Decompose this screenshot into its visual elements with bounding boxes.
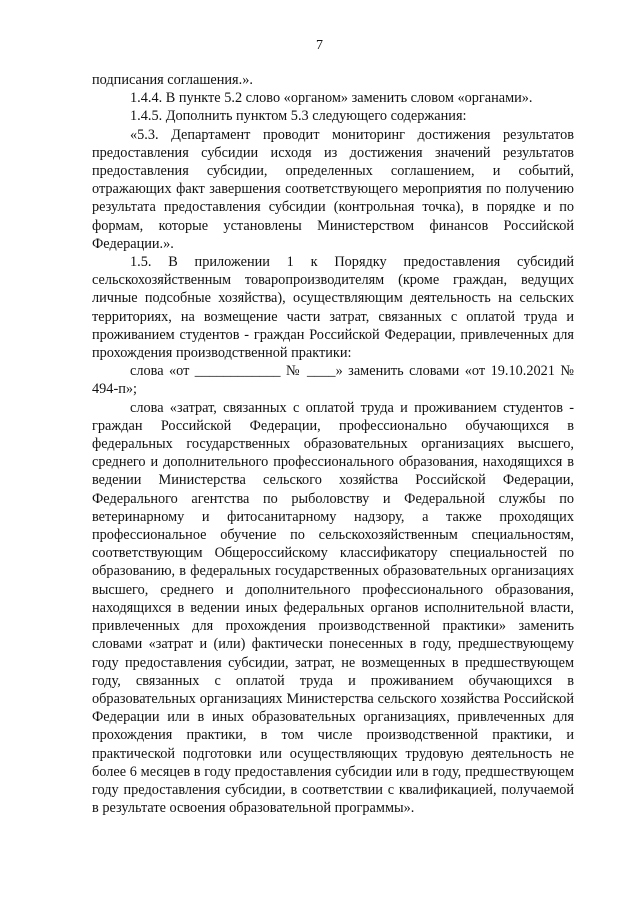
paragraph-continuation: подписания соглашения.». <box>92 72 253 88</box>
paragraph-words-date-replacement: слова «от ____________ № ____» заменить словами «от 19.10.2021 № 494-п»; <box>92 363 574 398</box>
paragraph-5-3-quote: «5.3. Департамент проводит мониторинг достижения результатов предоставления субсидии исходя из достижения значений результатов предоставления субсидии, определенных соглашением, и событий, отражающих факт завершения соответствующего мероприятия по получению результата предоставления субсидии (контрольная точка), в порядке и по формам, которые установлены Министерством финансов Российской Федерации.». <box>92 126 574 252</box>
paragraph-1-4-4: 1.4.4. В пункте 5.2 слово «органом» заменить словом «органами». <box>130 90 533 107</box>
paragraph-1-5: 1.5. В приложении 1 к Порядку предоставления субсидий сельскохозяйственным товаропроизводителям (кроме граждан, ведущих личные подсобные хозяйства), осуществляющим деятельность на сельских территориях, на возмещение части затрат, связанных с оплатой труда и проживанием студентов - граждан Российской Федерации, привлеченных для прохождения производственной практики: <box>92 254 574 362</box>
page-number: 7 <box>316 38 323 53</box>
paragraph-words-costs-replacement: слова «затрат, связанных с оплатой труда и проживанием студентов - граждан Российской Федерации, профессионально обучающихся в федеральных государственных образовательных организациях высшего, среднего и дополнительного профессионального образования, находящихся в ведении Министерства сельского хозяйства Российской Федерации, Федерального агентства по рыболовству и Федеральной службы по ветеринарному и фитосанитарному надзору, а также проходящих профессиональное обучение по сельскохозяйственным специальностям, соответствующим Общероссийскому классификатору специальностей по образованию, в федеральных государственных образовательных организациях высшего, среднего и дополнительного профессионального образования, находящихся в ведении иных федеральных органов исполнительной власти, привлеченных для прохождения производственной практики» заменить словами «затрат и (или) фактически понесенных в году, предшествующему году предоставления субсидии, затрат, не возмещенных в предшествующем году, связанных с оплатой труда и проживанием обучающихся в образовательных организациях Министерства сельского хозяйства Российской Федерации или в иных образовательных организациях, привлеченных для прохождения практики, в том числе производственной практики, и практической подготовки или осуществляющих трудовую деятельность не более 6 месяцев в году предоставления субсидии или в году, предшествующем году предоставления субсидии, в соответствии с квалификацией, получаемой в результате освоения образовательной программы». <box>92 399 574 817</box>
paragraph-1-4-5: 1.4.5. Дополнить пунктом 5.3 следующего содержания: <box>130 108 467 125</box>
document-body <box>92 71 574 817</box>
